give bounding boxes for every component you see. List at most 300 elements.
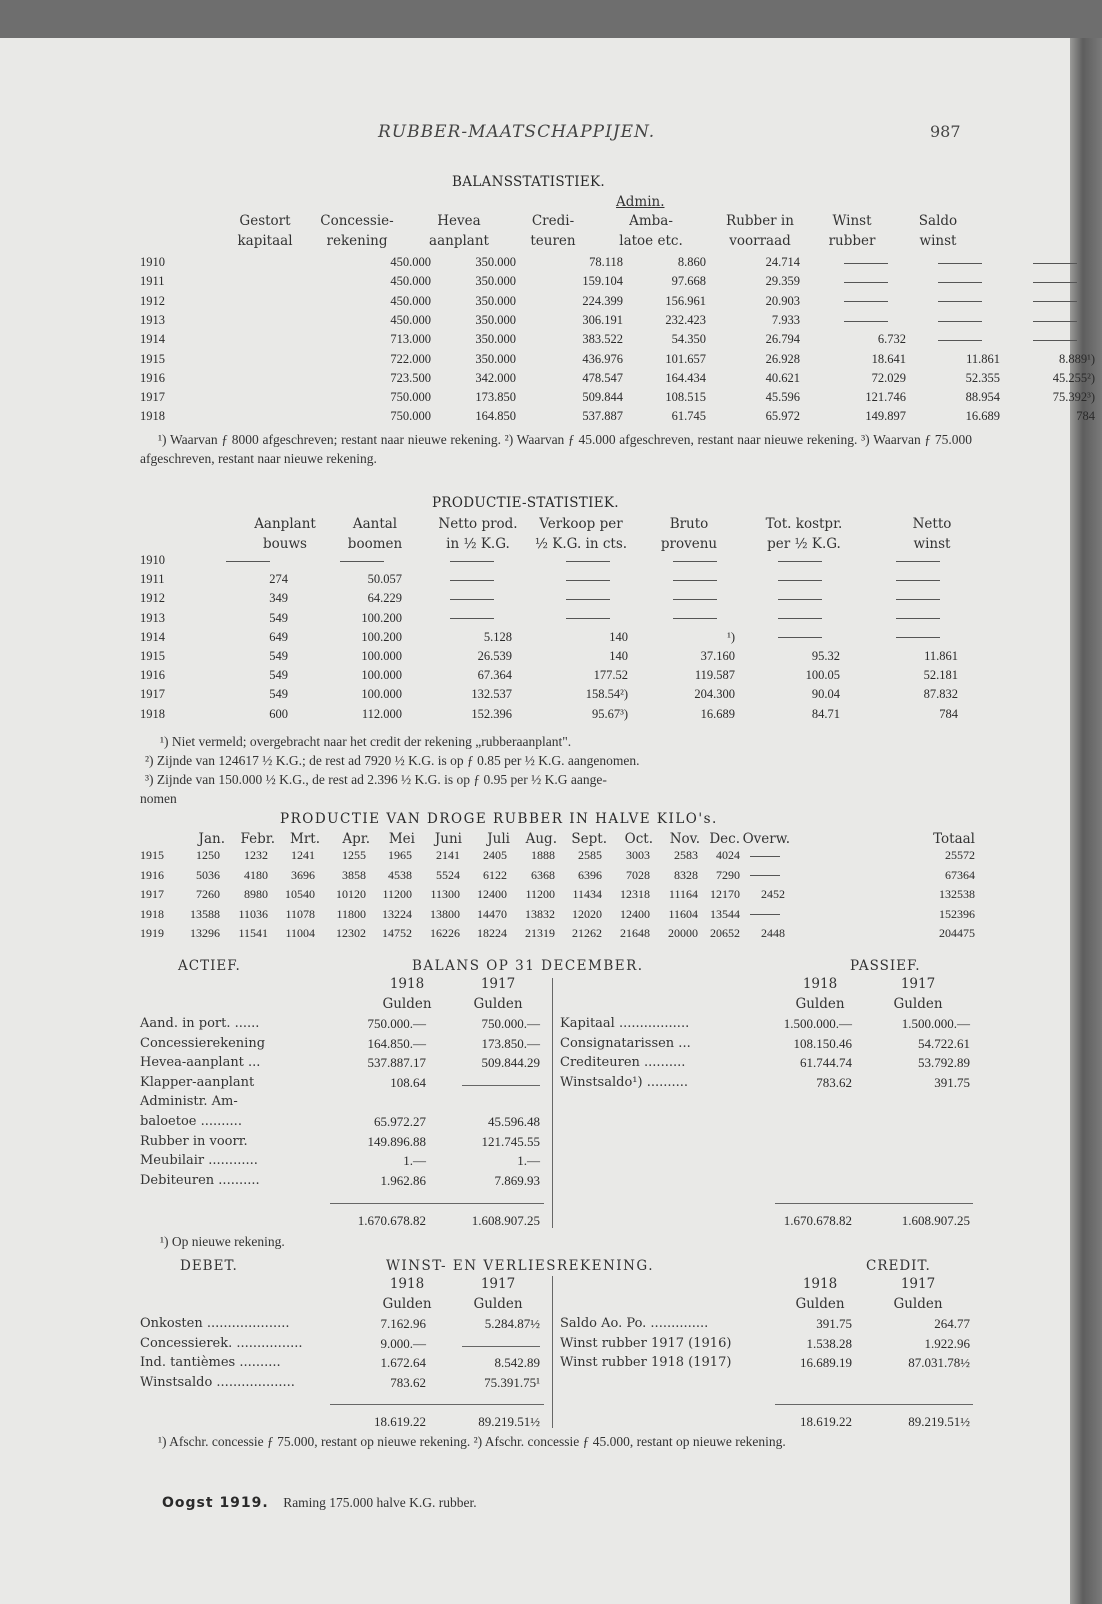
amount-1918: 65.972.27 bbox=[374, 1114, 426, 1129]
month-header: Oct. bbox=[624, 831, 653, 847]
cell-value: 11300 bbox=[430, 887, 460, 901]
dash-line bbox=[896, 637, 940, 638]
header-line2: latoe etc. bbox=[619, 233, 683, 249]
cell-value: 3696 bbox=[291, 867, 315, 882]
empty-dash bbox=[760, 553, 840, 568]
passief-label: PASSIEF. bbox=[850, 958, 921, 974]
cell-value: 112.000 bbox=[361, 706, 402, 721]
dash-line bbox=[844, 282, 888, 283]
amount-1917: 121.745.55 bbox=[481, 1133, 540, 1149]
empty-dash bbox=[432, 591, 512, 606]
cell-value: 10540 bbox=[285, 887, 315, 901]
credit-label: CREDIT. bbox=[866, 1258, 931, 1274]
cell-value: 8328 bbox=[674, 867, 698, 882]
empty-dash bbox=[208, 553, 288, 568]
cell-value: 164.850 bbox=[475, 409, 516, 424]
table-row bbox=[140, 687, 970, 706]
cell-value: 8.860 bbox=[677, 255, 706, 269]
table-row bbox=[140, 668, 970, 687]
amount-1917: 7.869.93 bbox=[494, 1172, 540, 1188]
header-line1: Bruto bbox=[669, 516, 709, 532]
cell-value: 649 bbox=[269, 629, 288, 644]
header-line2: winst bbox=[919, 233, 957, 249]
amount-1917: 87.031.78½ bbox=[908, 1355, 970, 1371]
dash-line bbox=[750, 856, 780, 857]
row-year: 1914 bbox=[140, 629, 165, 644]
cell-value: 11200 bbox=[525, 887, 555, 901]
cell-value: 11800 bbox=[336, 906, 366, 921]
account-label: Saldo Ao. Po. .............. bbox=[560, 1316, 709, 1331]
cell-value: 13544 bbox=[710, 906, 740, 921]
row-year: 1917 bbox=[140, 390, 165, 405]
table-row bbox=[140, 591, 970, 610]
cell-value: 3003 bbox=[626, 848, 650, 862]
month-header: Nov. bbox=[669, 831, 700, 847]
empty-dash bbox=[655, 611, 735, 626]
empty-dash bbox=[1015, 313, 1095, 328]
year-header: 1917 bbox=[900, 1276, 936, 1292]
cell-value: 383.522 bbox=[582, 332, 623, 347]
amount-1917: 391.75 bbox=[934, 1074, 970, 1090]
empty-dash bbox=[920, 255, 1000, 270]
cell-value: 713.000 bbox=[390, 332, 431, 347]
account-label: Winst rubber 1917 (1916) bbox=[560, 1335, 732, 1351]
amount-1917: 8.542.89 bbox=[494, 1355, 540, 1371]
amount-1918: 783.62 bbox=[816, 1074, 852, 1090]
month-header: Mei bbox=[388, 831, 415, 847]
cell-value: 95.67³) bbox=[591, 706, 628, 721]
dash-line bbox=[750, 875, 780, 876]
cell-value: 6368 bbox=[531, 867, 555, 882]
cell-value: 164.434 bbox=[665, 370, 706, 385]
amount-1918: 1.962.86 bbox=[380, 1172, 426, 1188]
column-header bbox=[804, 211, 900, 251]
cell-value: 149.897 bbox=[865, 409, 906, 424]
currency-header: Gulden bbox=[473, 1296, 523, 1312]
row-year: 1910 bbox=[140, 553, 165, 567]
cell-value: 90.04 bbox=[811, 687, 840, 702]
row-year: 1919 bbox=[140, 926, 164, 940]
empty-dash bbox=[655, 553, 735, 568]
cell-value: 101.657 bbox=[665, 351, 706, 366]
cell-value: 784 bbox=[939, 706, 958, 721]
cell-value: 24.714 bbox=[765, 255, 800, 269]
cell-value: 37.160 bbox=[700, 649, 735, 663]
cell-value: 8980 bbox=[244, 887, 268, 901]
cell-value: 549 bbox=[269, 649, 288, 663]
empty-dash bbox=[432, 611, 512, 626]
cell-value: 1241 bbox=[291, 848, 315, 862]
total-1917: 1.608.907.25 bbox=[901, 1213, 970, 1228]
dash-line bbox=[1033, 301, 1077, 302]
cell-value: 12318 bbox=[620, 887, 650, 901]
row-year: 1916 bbox=[140, 668, 165, 683]
empty-dash bbox=[745, 907, 785, 922]
amount-1918: 1.672.64 bbox=[380, 1355, 426, 1371]
cell-value: 2452 bbox=[761, 887, 785, 901]
total-1917: 1.608.907.25 bbox=[471, 1213, 540, 1228]
dash-line bbox=[896, 618, 940, 619]
year-header: 1918 bbox=[802, 976, 838, 992]
column-header bbox=[712, 211, 808, 251]
empty-dash bbox=[920, 274, 1000, 289]
cell-value: 450.000 bbox=[390, 312, 431, 327]
amount-1918: 391.75 bbox=[816, 1316, 852, 1331]
cell-value: 100.000 bbox=[361, 649, 402, 663]
account-label: Consignatarissen ... bbox=[560, 1035, 691, 1051]
header-line2: ½ K.G. in cts. bbox=[534, 536, 628, 552]
cell-value: 20.903 bbox=[765, 293, 800, 308]
cell-value: 52.181 bbox=[923, 668, 958, 683]
dash-line bbox=[566, 561, 610, 562]
dash-line bbox=[450, 599, 494, 600]
cell-value: 64.229 bbox=[367, 591, 402, 606]
cell-value: 350.000 bbox=[475, 332, 516, 347]
table-row bbox=[140, 611, 970, 630]
dash-line bbox=[450, 580, 494, 581]
empty-dash bbox=[1015, 332, 1095, 347]
header-line1: Netto prod. bbox=[438, 516, 518, 532]
cell-value: 26.539 bbox=[477, 649, 512, 663]
currency-header: Gulden bbox=[382, 1296, 432, 1312]
empty-dash bbox=[878, 591, 958, 606]
cell-value: 97.668 bbox=[671, 274, 706, 289]
row-year: 1913 bbox=[140, 312, 165, 327]
currency-header: Gulden bbox=[795, 1296, 845, 1312]
row-year: 1917 bbox=[140, 687, 165, 702]
empty-dash bbox=[1015, 274, 1095, 289]
cell-value: 11078 bbox=[285, 906, 315, 921]
amount-1917: 1.500.000.— bbox=[901, 1016, 970, 1031]
amount-1917: 750.000.— bbox=[481, 1016, 540, 1031]
cell-value: 7290 bbox=[716, 867, 740, 882]
cell-value: 784 bbox=[1076, 409, 1095, 424]
amount-1918: 164.850.— bbox=[367, 1035, 426, 1051]
account-label: Administr. Am- bbox=[140, 1094, 238, 1110]
amount-1918: 1.— bbox=[403, 1153, 426, 1169]
cell-value: 40.621 bbox=[765, 370, 800, 385]
header-line1: Aanplant bbox=[254, 516, 316, 532]
year-header: 1918 bbox=[389, 976, 425, 992]
header-line1: Saldo bbox=[918, 213, 958, 229]
empty-dash bbox=[760, 630, 840, 645]
dash-line bbox=[1033, 263, 1077, 264]
cell-value: 20652 bbox=[710, 926, 740, 940]
account-label: Winst rubber 1918 (1917) bbox=[560, 1355, 732, 1371]
empty-dash bbox=[655, 572, 735, 587]
cell-value: 16.689 bbox=[965, 409, 1000, 424]
dash-line bbox=[896, 599, 940, 600]
header-line2: teuren bbox=[530, 233, 576, 249]
dash-line bbox=[938, 263, 982, 264]
balans-divider bbox=[552, 978, 553, 1228]
account-label: Aand. in port. ...... bbox=[140, 1016, 260, 1031]
cell-value: 1250 bbox=[196, 848, 220, 862]
cell-value: 52.355 bbox=[965, 370, 1000, 385]
cell-value: 140 bbox=[609, 629, 628, 644]
amount-1918: 750.000.— bbox=[367, 1016, 426, 1031]
oogst-text: Raming 175.000 halve K.G. rubber. bbox=[283, 1495, 477, 1510]
month-header: Apr. bbox=[342, 831, 370, 847]
header-line1: Gestort bbox=[239, 213, 291, 229]
cell-value: 306.191 bbox=[582, 312, 623, 327]
debet-label: DEBET. bbox=[180, 1258, 238, 1274]
winst-verlies-footnote: ¹) Afschr. concessie ƒ 75.000, restant op nieuwe rekening. ²) Afschr. concessie ƒ 45.000, restant op nieuwe rekening. bbox=[158, 1434, 786, 1449]
amount-1917: 264.77 bbox=[934, 1316, 970, 1331]
table-row bbox=[140, 887, 975, 906]
dash-line bbox=[896, 561, 940, 562]
dash-line bbox=[938, 321, 982, 322]
cell-value: 5.128 bbox=[483, 629, 512, 644]
dash-line bbox=[1033, 282, 1077, 283]
cell-value: 549 bbox=[269, 687, 288, 702]
table-row bbox=[140, 553, 970, 572]
cell-value: 100.200 bbox=[361, 629, 402, 644]
table-row bbox=[140, 409, 1095, 428]
table-row bbox=[140, 707, 970, 726]
row-year: 1911 bbox=[140, 572, 165, 587]
amount-1918: 61.744.74 bbox=[800, 1055, 852, 1071]
cell-value: 26.794 bbox=[765, 332, 800, 347]
total-1917: 89.219.51½ bbox=[478, 1414, 540, 1429]
cell-value: 61.745 bbox=[671, 409, 706, 424]
currency-header: Gulden bbox=[473, 996, 523, 1012]
footnote-line: ¹) Niet vermeld; overgebracht naar het credit der rekening „rubberaanplant". bbox=[160, 734, 572, 749]
cell-value: 6.732 bbox=[877, 332, 906, 347]
empty-dash bbox=[920, 332, 1000, 347]
header-line2: in ½ K.G. bbox=[446, 536, 510, 552]
dash-line bbox=[896, 580, 940, 581]
cell-value: 45.596 bbox=[765, 390, 800, 405]
empty-dash bbox=[655, 591, 735, 606]
cell-value: 21319 bbox=[525, 926, 555, 940]
amount-1918: 1.538.28 bbox=[806, 1335, 852, 1351]
cell-value: 342.000 bbox=[475, 370, 516, 385]
table-row bbox=[140, 390, 1095, 409]
column-header bbox=[505, 211, 601, 251]
cell-value: 159.104 bbox=[582, 274, 623, 289]
cell-value: ¹) bbox=[727, 629, 735, 644]
droge-rubber-title: PRODUCTIE VAN DROGE RUBBER IN HALVE KILO's. bbox=[280, 811, 718, 827]
cell-value: 65.972 bbox=[765, 409, 800, 424]
cell-value: 20000 bbox=[668, 926, 698, 940]
cell-value: 2583 bbox=[674, 848, 698, 862]
cell-value: 12302 bbox=[336, 926, 366, 940]
account-label: Ind. tantièmes .......... bbox=[140, 1355, 281, 1371]
balans-title: BALANS OP 31 DECEMBER. bbox=[412, 958, 644, 974]
amount-1918: 1.500.000.— bbox=[783, 1016, 852, 1031]
page-number: 987 bbox=[930, 122, 961, 141]
dash-line bbox=[673, 561, 717, 562]
total-rule bbox=[330, 1404, 544, 1405]
amount-1918: 783.62 bbox=[390, 1374, 426, 1390]
amount-1918: 108.150.46 bbox=[793, 1035, 852, 1051]
dash-line bbox=[226, 561, 270, 562]
month-header: Overw. bbox=[742, 831, 790, 847]
cell-value: 224.399 bbox=[582, 293, 623, 308]
amount-1917: 1.— bbox=[517, 1153, 540, 1169]
empty-dash bbox=[760, 611, 840, 626]
cell-value: 54.350 bbox=[671, 332, 706, 347]
cell-value: 8.889¹) bbox=[1058, 351, 1095, 366]
amount-1918: 9.000.— bbox=[380, 1335, 426, 1351]
empty-dash bbox=[462, 1085, 540, 1086]
dash-line bbox=[844, 321, 888, 322]
empty-dash bbox=[760, 591, 840, 606]
empty-dash bbox=[548, 572, 628, 587]
cell-value: 450.000 bbox=[390, 274, 431, 289]
amount-1917: 53.792.89 bbox=[918, 1055, 970, 1071]
cell-value: 350.000 bbox=[475, 274, 516, 289]
cell-value: 18224 bbox=[477, 926, 507, 940]
table-row bbox=[140, 351, 1095, 371]
cell-value: 4024 bbox=[716, 848, 740, 862]
column-header bbox=[317, 514, 433, 554]
amount-1917: 5.284.87½ bbox=[484, 1316, 540, 1331]
month-header: Aug. bbox=[525, 831, 557, 847]
table-row bbox=[140, 294, 970, 313]
table-row bbox=[140, 274, 970, 293]
cell-value: 72.029 bbox=[871, 370, 906, 385]
total-1918: 1.670.678.82 bbox=[357, 1213, 426, 1228]
cell-value: 26.928 bbox=[765, 351, 800, 366]
cell-value: 119.587 bbox=[694, 668, 735, 683]
cell-value: 5524 bbox=[436, 867, 460, 882]
row-year: 1915 bbox=[140, 649, 165, 663]
cell-value: 158.54²) bbox=[585, 687, 628, 702]
cell-value: 29.359 bbox=[765, 274, 800, 289]
balansstatistiek-title: BALANSSTATISTIEK. bbox=[452, 174, 605, 190]
cell-value: 11036 bbox=[238, 906, 268, 921]
cell-value: 108.515 bbox=[665, 390, 706, 405]
cell-value: 88.954 bbox=[965, 390, 1000, 405]
cell-value: 450.000 bbox=[390, 293, 431, 308]
oogst-label: Oogst 1919. bbox=[162, 1495, 269, 1511]
header-line1: Verkoop per bbox=[539, 516, 623, 532]
amount-1917: 1.922.96 bbox=[924, 1335, 970, 1351]
oogst-line bbox=[162, 1493, 477, 1512]
empty-dash bbox=[878, 630, 958, 645]
currency-header: Gulden bbox=[893, 1296, 943, 1312]
currency-header: Gulden bbox=[893, 996, 943, 1012]
cell-value: 78.118 bbox=[589, 255, 623, 269]
cell-value: 11.861 bbox=[924, 649, 958, 663]
cell-value: 67.364 bbox=[477, 668, 512, 683]
column-header bbox=[523, 514, 639, 554]
dash-line bbox=[778, 561, 822, 562]
cell-value: 723.500 bbox=[390, 370, 431, 385]
empty-dash bbox=[432, 572, 512, 587]
total-1918: 18.619.22 bbox=[374, 1414, 426, 1429]
total-1917: 89.219.51½ bbox=[908, 1414, 970, 1429]
footnote-line: ³) Zijnde van 150.000 ½ K.G., de rest ad 2.396 ½ K.G. is op ƒ 0.95 per ½ K.G aange- bbox=[145, 772, 607, 787]
amount-1917: 45.596.48 bbox=[488, 1114, 540, 1129]
cell-value: 274 bbox=[269, 572, 288, 587]
dash-line bbox=[340, 561, 384, 562]
account-label: Crediteuren .......... bbox=[560, 1055, 686, 1071]
empty-dash bbox=[548, 591, 628, 606]
winst-verlies-title: WINST- EN VERLIESREKENING. bbox=[386, 1258, 655, 1274]
cell-value: 152396 bbox=[939, 906, 975, 921]
table-row bbox=[140, 255, 970, 274]
amount-1918: 537.887.17 bbox=[367, 1055, 426, 1071]
cell-value: 14752 bbox=[382, 926, 412, 940]
balans-footnote: ¹) Op nieuwe rekening. bbox=[160, 1234, 285, 1249]
dash-line bbox=[566, 580, 610, 581]
dash-line bbox=[938, 301, 982, 302]
header-line2: voorraad bbox=[729, 233, 791, 249]
dash-line bbox=[450, 561, 494, 562]
cell-value: 4180 bbox=[244, 867, 268, 882]
header-line2: per ½ K.G. bbox=[767, 536, 841, 552]
cell-value: 121.746 bbox=[865, 390, 906, 405]
header-line1: Winst bbox=[832, 213, 872, 229]
cell-value: 2405 bbox=[483, 848, 507, 862]
table-row bbox=[140, 370, 1095, 390]
row-year: 1912 bbox=[140, 591, 165, 606]
cell-value: 600 bbox=[269, 706, 288, 721]
cell-value: 12400 bbox=[477, 887, 507, 901]
header-line1: Amba- bbox=[629, 213, 673, 229]
cell-value: 6122 bbox=[483, 867, 507, 882]
table-row bbox=[140, 926, 975, 945]
cell-value: 13296 bbox=[190, 926, 220, 940]
row-year: 1912 bbox=[140, 293, 165, 308]
dash-line bbox=[778, 618, 822, 619]
cell-value: 204475 bbox=[939, 926, 975, 940]
cell-value: 722.000 bbox=[390, 351, 431, 366]
total-1918: 18.619.22 bbox=[800, 1414, 852, 1429]
amount-1917: 509.844.29 bbox=[481, 1055, 540, 1071]
cell-value: 436.976 bbox=[582, 351, 623, 366]
account-label: Hevea-aanplant ... bbox=[140, 1055, 261, 1071]
cell-value: 152.396 bbox=[471, 706, 512, 721]
header-line1: Credi- bbox=[531, 213, 575, 229]
column-header bbox=[631, 514, 747, 554]
empty-dash bbox=[826, 313, 906, 328]
cell-value: 1888 bbox=[531, 848, 555, 862]
cell-value: 11004 bbox=[285, 926, 315, 940]
amount-1918: 108.64 bbox=[390, 1074, 426, 1090]
cell-value: 13588 bbox=[190, 906, 220, 921]
empty-dash bbox=[548, 611, 628, 626]
cell-value: 16.689 bbox=[700, 706, 735, 721]
table-row bbox=[140, 649, 970, 668]
cell-value: 3858 bbox=[342, 867, 366, 882]
dash-line bbox=[1033, 340, 1077, 341]
admin-label: Admin. bbox=[616, 194, 665, 210]
cell-value: 2141 bbox=[436, 848, 460, 862]
footnote-line: ²) Zijnde van 124617 ½ K.G.; de rest ad 7920 ½ K.G. is op ƒ 0.85 per ½ K.G. aangenomen. bbox=[145, 753, 640, 768]
winst-verlies-divider bbox=[552, 1276, 553, 1428]
empty-dash bbox=[548, 553, 628, 568]
year-header: 1918 bbox=[802, 1276, 838, 1292]
account-label: Debiteuren .......... bbox=[140, 1172, 260, 1188]
month-header: Dec. bbox=[709, 831, 740, 847]
cell-value: 350.000 bbox=[475, 351, 516, 366]
cell-value: 45.255²) bbox=[1052, 370, 1095, 385]
cell-value: 11200 bbox=[382, 887, 412, 901]
row-year: 1918 bbox=[140, 906, 164, 921]
cell-value: 21262 bbox=[572, 926, 602, 940]
column-header bbox=[890, 211, 986, 251]
row-year: 1916 bbox=[140, 867, 164, 882]
dash-line bbox=[566, 618, 610, 619]
dash-line bbox=[844, 263, 888, 264]
cell-value: 177.52 bbox=[593, 668, 628, 683]
year-header: 1917 bbox=[900, 976, 936, 992]
cell-value: 12170 bbox=[710, 887, 740, 901]
